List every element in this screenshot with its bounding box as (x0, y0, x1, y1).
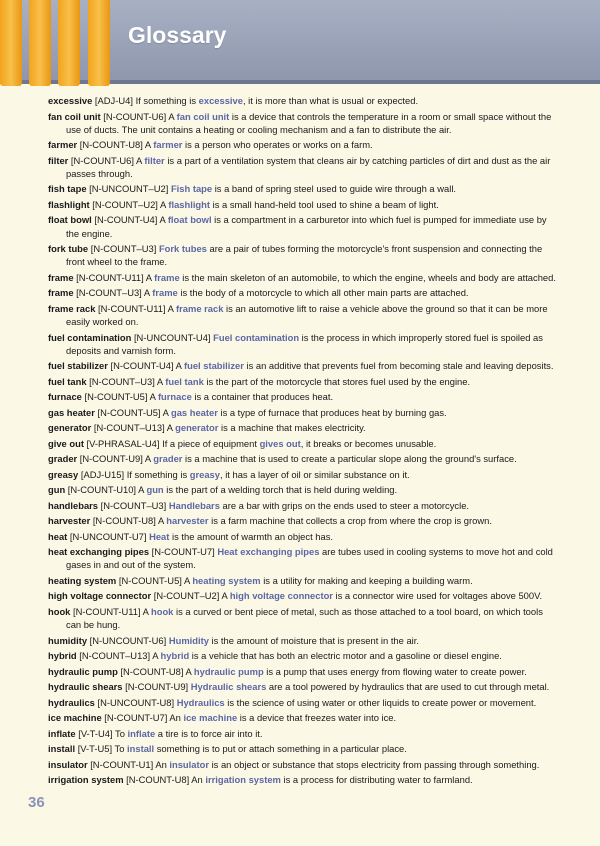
entry-prefix: An (191, 774, 206, 786)
entry-term: grader (48, 453, 78, 465)
entry-highlight: Hydraulic shears (190, 681, 267, 693)
entry-definition: is a connector wire used for voltages above 500V. (332, 590, 543, 602)
entry-highlight: Fuel contamination (213, 331, 300, 343)
entry-prefix: A (144, 453, 154, 465)
entry-term: ice machine (48, 712, 102, 724)
entry-tag: [N-COUNT-U4] (107, 360, 176, 372)
entry-definition: is a pump that uses energy from flowing water to create power. (263, 665, 527, 677)
entry-tag: [N-COUNT-U7] (101, 712, 170, 724)
entry-term: give out (48, 437, 84, 449)
entry-prefix: A (185, 665, 194, 677)
entry-definition: is a machine that is used to create a particular slope along the ground's surface. (182, 453, 517, 465)
glossary-entry (48, 696, 558, 709)
entry-term: insulator (48, 758, 88, 770)
glossary-entry (48, 390, 558, 403)
entry-definition: is a curved or bent piece of metal, such as those attached to a tool board, on which tools can be hung. (66, 605, 543, 631)
entry-term: high voltage connector (48, 590, 152, 602)
entry-tag: [N-COUNT-U10] (65, 484, 139, 496)
entry-definition: , it has a layer of oil or similar substance on it. (219, 468, 410, 480)
entry-tag: [N-COUNT–U3] (88, 243, 159, 255)
entry-definition: is the science of using water or other liquids to create power or movement. (224, 696, 537, 708)
entry-term: irrigation system (48, 774, 124, 786)
entry-term: fish tape (48, 183, 87, 195)
entry-term: harvester (48, 515, 91, 527)
entry-term: fork tube (48, 243, 89, 255)
entry-definition: is a utility for making and keeping a building warm. (260, 574, 473, 586)
entry-highlight: ice machine (183, 712, 238, 724)
glossary-entry (48, 483, 558, 496)
entry-definition: , it is more than what is usual or expected. (242, 95, 419, 106)
entry-definition: is the body of a motorcycle to which all other main parts are attached. (177, 287, 469, 299)
entry-term: furnace (48, 391, 82, 403)
entry-highlight: flashlight (168, 198, 211, 210)
entry-highlight: gas heater (170, 406, 218, 418)
entry-definition: is the main skeleton of an automobile, to which the engine, wheels and body are attached. (179, 271, 556, 283)
entry-tag: [N-COUNT–U2] (89, 198, 160, 210)
entry-tag: [N-COUNT–U3] (98, 499, 169, 511)
entry-tag: [V-PHRASAL-U4] (83, 437, 163, 449)
entry-term: greasy (48, 468, 79, 480)
entry-prefix: A (168, 110, 177, 122)
entry-term: frame (48, 287, 74, 299)
entry-tag: [N-COUNT-U4] (91, 214, 160, 226)
entry-highlight: heating system (192, 574, 261, 586)
entry-definition: is a container that produces heat. (191, 391, 334, 403)
entry-term: hydraulic pump (48, 665, 118, 677)
entry-tag: [N-COUNT–U13] (76, 650, 153, 662)
glossary-entry (48, 545, 558, 571)
entry-definition: is a person who operates or works on a farm. (182, 139, 373, 151)
glossary-list (48, 94, 558, 789)
glossary-entry (48, 742, 558, 755)
entry-prefix: A (157, 515, 167, 527)
entry-tag: [ADJ-U4] (92, 95, 136, 106)
page-tab-4 (88, 0, 110, 86)
entry-term: filter (48, 154, 69, 166)
entry-term: heating system (48, 574, 117, 586)
entry-definition: , it breaks or becomes unusable. (300, 437, 437, 449)
entry-prefix: A (221, 590, 230, 602)
entry-highlight: inflate (127, 727, 156, 739)
entry-highlight: Heat exchanging pipes (217, 546, 320, 558)
entry-term: inflate (48, 727, 76, 739)
entry-term: fuel tank (48, 375, 87, 387)
entry-highlight: hybrid (160, 650, 190, 662)
entry-term: float bowl (48, 214, 92, 226)
entry-highlight: hook (150, 605, 174, 617)
entry-term: frame (48, 271, 74, 283)
entry-definition: something is to put or attach something in a particular place. (154, 743, 407, 755)
entry-prefix: A (175, 360, 184, 372)
page-title: Glossary (128, 22, 227, 48)
entry-definition: is a part of a ventilation system that cleans air by catching particles of dirt and dust as the air passes through. (66, 154, 551, 179)
entry-prefix: A (143, 287, 153, 299)
entry-tag: [ADJ-U15] (78, 468, 127, 480)
glossary-entry (48, 331, 558, 357)
entry-tag: [N-COUNT-U1] (87, 758, 156, 770)
entry-highlight: harvester (166, 515, 209, 527)
entry-tag: [N-UNCOUNT-U6] (87, 634, 169, 646)
entry-tag: [N-COUNT-U6] (68, 154, 137, 166)
entry-definition: is an object or substance that stops electricity from passing through something. (208, 758, 540, 770)
entry-term: flashlight (48, 198, 90, 210)
entry-highlight: fuel stabilizer (183, 360, 244, 372)
entry-tag: [N-COUNT-U8] (123, 774, 192, 786)
entry-tag: [N-UNCOUNT-U7] (67, 530, 150, 542)
glossary-entry (48, 468, 558, 481)
entry-definition: are a tool powered by hydraulics that are used to cut through metal. (266, 681, 550, 693)
glossary-entry (48, 634, 558, 647)
entry-tag: [N-COUNT-U11] (73, 271, 146, 283)
entry-term: hook (48, 605, 71, 617)
entry-definition: is a process for distributing water to farmland. (280, 774, 473, 786)
entry-highlight: fan coil unit (176, 110, 230, 122)
entry-prefix: A (149, 391, 158, 403)
entry-definition: is a compartment in a carburetor into which fuel is pumped for immediate use by the engine. (66, 214, 547, 239)
entry-tag: [N-COUNT-U8] (90, 515, 158, 527)
entry-highlight: furnace (157, 391, 192, 403)
entry-prefix: To (115, 727, 128, 739)
entry-highlight: excessive (198, 95, 243, 106)
glossary-entry (48, 421, 558, 434)
entry-prefix: A (167, 302, 177, 314)
entry-highlight: farmer (153, 139, 183, 151)
glossary-entry (48, 514, 558, 527)
entry-term: gas heater (48, 406, 95, 418)
page-number: 36 (28, 794, 45, 811)
entry-term: heat exchanging pipes (48, 546, 150, 558)
entry-tag: [N-COUNT-U5] (116, 574, 184, 586)
entry-term: generator (48, 422, 92, 434)
entry-tag: [N-COUNT-U5] (81, 391, 150, 403)
glossary-entry (48, 138, 558, 151)
entry-highlight: filter (144, 154, 165, 166)
entry-highlight: install (127, 743, 155, 755)
entry-term: frame rack (48, 302, 96, 314)
entry-definition: is the amount of moisture that is present in the air. (208, 634, 419, 646)
glossary-entry (48, 589, 558, 602)
glossary-entry (48, 711, 558, 724)
entry-definition: are a pair of tubes forming the motorcycle's front suspension and connecting the front wheel to the frame. (66, 243, 543, 268)
entry-highlight: Fish tape (170, 183, 213, 195)
entry-highlight: float bowl (167, 214, 212, 226)
entry-highlight: Hydraulics (176, 696, 225, 708)
glossary-entry (48, 271, 558, 284)
entry-highlight: Handlebars (168, 499, 220, 511)
entry-highlight: hydraulic pump (193, 665, 264, 677)
entry-term: hydraulic shears (48, 681, 123, 693)
entry-highlight: frame (154, 271, 180, 283)
entry-highlight: irrigation system (205, 774, 281, 786)
entry-highlight: high voltage connector (229, 590, 333, 602)
entry-prefix: To (114, 743, 128, 755)
glossary-entry (48, 649, 558, 662)
glossary-entry (48, 574, 558, 587)
glossary-entry (48, 302, 558, 328)
entry-term: fan coil unit (48, 110, 101, 122)
glossary-entry (48, 94, 558, 107)
entry-term: install (48, 743, 76, 755)
entry-prefix: An (169, 712, 184, 724)
entry-highlight: Heat (149, 530, 170, 542)
entry-term: fuel stabilizer (48, 360, 108, 372)
entry-definition: is a farm machine that collects a crop from where the crop is grown. (208, 515, 492, 527)
entry-highlight: insulator (169, 758, 209, 770)
glossary-entry (48, 213, 558, 239)
glossary-entry (48, 773, 558, 786)
entry-tag: [N-COUNT-U9] (77, 453, 145, 465)
glossary-entry (48, 198, 558, 211)
entry-term: fuel contamination (48, 331, 132, 343)
entry-tag: [N-COUNT-U11] (95, 302, 168, 314)
entry-highlight: grader (153, 453, 183, 465)
entry-tag: [N-COUNT–U3] (86, 375, 157, 387)
entry-tag: [N-COUNT-U11] (70, 605, 143, 617)
entry-tag: [N-COUNT-U9] (122, 681, 191, 693)
entry-definition: is an automotive lift to raise a vehicle above the ground so that it can be more easily worked on. (66, 302, 548, 328)
entry-prefix: If something is (135, 95, 199, 106)
entry-prefix: A (159, 214, 168, 226)
entry-tag: [N-COUNT-U7] (149, 546, 218, 558)
entry-tag: [N-COUNT-U5] (94, 406, 163, 418)
entry-prefix: A (166, 422, 176, 434)
entry-tag: [N-UNCOUNT–U2] (86, 183, 171, 195)
entry-definition: is the amount of warmth an object has. (169, 530, 334, 542)
entry-tag: [N-COUNT-U8] (117, 665, 186, 677)
entry-prefix: A (136, 154, 145, 166)
entry-term: hydraulics (48, 696, 95, 708)
entry-prefix: An (155, 758, 170, 770)
entry-definition: is the process in which improperly stored fuel is spoiled as deposits and varnish form. (66, 331, 543, 356)
glossary-entry (48, 758, 558, 771)
entry-tag: [N-COUNT–U3] (73, 287, 144, 299)
entry-definition: is a machine that makes electricity. (218, 422, 366, 434)
entry-prefix: If something is (126, 468, 190, 480)
entry-tag: [N-COUNT–U13] (91, 422, 167, 434)
page-tab-2 (29, 0, 51, 86)
entry-definition: is a band of spring steel used to guide wire through a wall. (212, 183, 457, 195)
entry-prefix: A (138, 484, 147, 496)
entry-tag: [N-UNCOUNT-U4] (131, 331, 214, 343)
entry-term: humidity (48, 634, 88, 646)
entry-tag: [V-T-U4] (75, 727, 116, 739)
entry-prefix: If a piece of equipment (162, 437, 260, 449)
entry-highlight: fuel tank (165, 375, 204, 387)
page-tab-3 (58, 0, 80, 86)
entry-prefix: A (142, 605, 151, 617)
entry-highlight: gives out (259, 437, 301, 449)
glossary-entry (48, 437, 558, 450)
entry-term: gun (48, 484, 66, 496)
entry-prefix: A (183, 574, 193, 586)
glossary-entry (48, 680, 558, 693)
entry-prefix: A (145, 271, 155, 283)
entry-definition: is a small hand-held tool used to shine a beam of light. (210, 198, 439, 210)
entry-tag: [N-COUNT-U6] (100, 110, 169, 122)
entry-tag: [N-COUNT–U2] (151, 590, 222, 602)
glossary-entry (48, 110, 558, 136)
entry-highlight: greasy (189, 468, 220, 480)
entry-definition: is an additive that prevents fuel from becoming stale and leaving deposits. (243, 360, 554, 372)
glossary-entry (48, 452, 558, 465)
entry-highlight: Humidity (168, 634, 209, 646)
glossary-entry (48, 605, 558, 631)
entry-definition: is a vehicle that has both an electric motor and a gasoline or diesel engine. (189, 650, 502, 662)
entry-definition: is the part of a welding torch that is held during welding. (163, 484, 398, 496)
entry-definition: are tubes used in cooling systems to move hot and cold gases in and out of the system. (66, 546, 553, 571)
glossary-entry (48, 406, 558, 419)
entry-definition: is a device that controls the temperature in a room or small space without the use of ducts. The unit contains a heating or cooling mechanism and a fan to distribute the air. (66, 110, 552, 135)
glossary-entry (48, 286, 558, 299)
entry-highlight: frame rack (176, 302, 224, 314)
entry-definition: are a bar with grips on the ends used to steer a motorcycle. (219, 499, 470, 511)
entry-definition: a tire is to force air into it. (155, 727, 263, 739)
entry-term: excessive (48, 95, 93, 106)
glossary-entry (48, 242, 558, 268)
entry-term: handlebars (48, 499, 99, 511)
glossary-entry (48, 154, 558, 180)
entry-prefix: A (156, 375, 166, 387)
entry-prefix: A (160, 198, 169, 210)
glossary-entry (48, 359, 558, 372)
entry-highlight: Fork tubes (158, 243, 207, 255)
glossary-entry (48, 727, 558, 740)
entry-highlight: gun (146, 484, 164, 496)
entry-definition: is a type of furnace that produces heat by burning gas. (217, 406, 447, 418)
entry-prefix: A (152, 650, 161, 662)
entry-term: farmer (48, 139, 78, 151)
glossary-entry (48, 375, 558, 388)
entry-term: heat (48, 530, 68, 542)
entry-highlight: generator (175, 422, 219, 434)
glossary-entry (48, 530, 558, 543)
page-tab-1 (0, 0, 22, 86)
entry-tag: [V-T-U5] (75, 743, 115, 755)
glossary-entry (48, 665, 558, 678)
glossary-entry (48, 182, 558, 195)
entry-definition: is a device that freezes water into ice. (237, 712, 397, 724)
entry-prefix: A (162, 406, 171, 418)
entry-term: hybrid (48, 650, 77, 662)
entry-tag: [N-UNCOUNT-U8] (94, 696, 177, 708)
entry-definition: is the part of the motorcycle that stores fuel used by the engine. (203, 375, 471, 387)
entry-highlight: frame (152, 287, 178, 299)
glossary-entry (48, 499, 558, 512)
entry-tag: [N-COUNT-U8] (77, 139, 145, 151)
entry-prefix: A (144, 139, 154, 151)
